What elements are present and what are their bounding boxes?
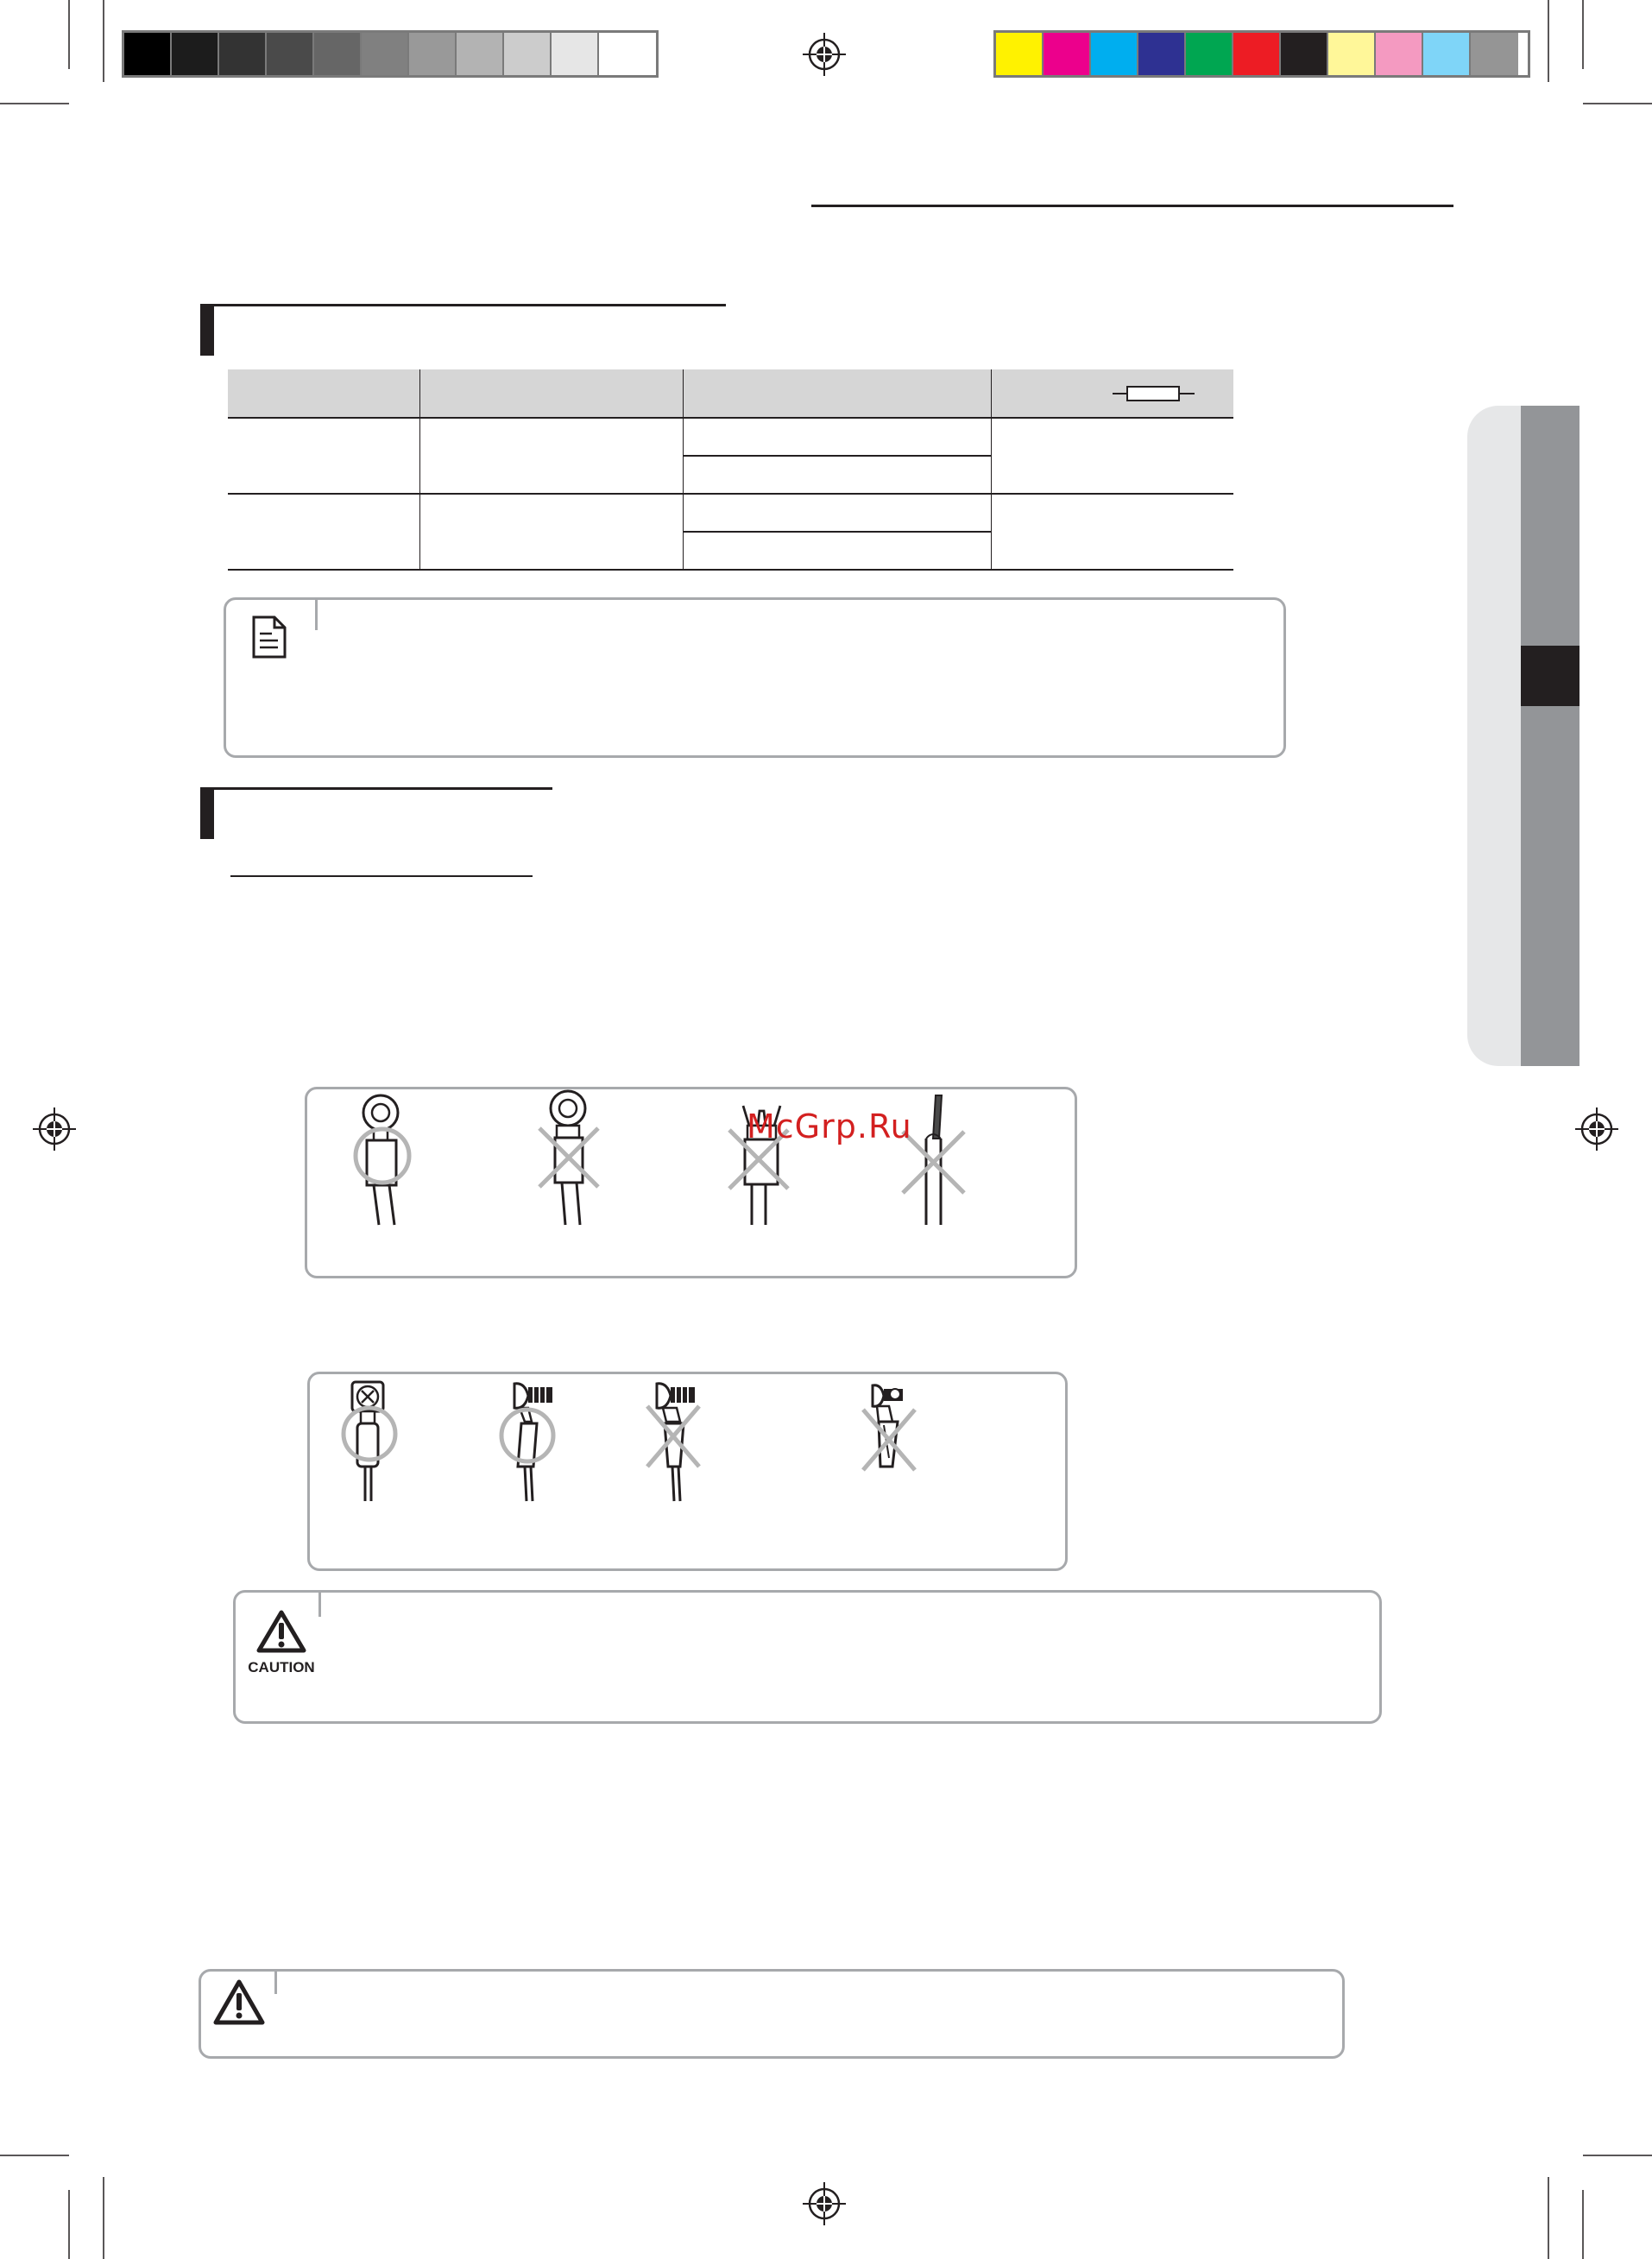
warning-triangle-icon	[212, 1978, 266, 2027]
table-cell	[228, 494, 419, 570]
table-cell	[419, 418, 683, 494]
warning-box	[199, 1969, 1345, 2059]
registration-mark-icon	[33, 1107, 76, 1151]
section-1-heading-rule	[200, 304, 726, 306]
screw-terminal-correct-side	[501, 1384, 553, 1501]
terminal-figures-row-1	[305, 1087, 1077, 1278]
caution-box	[233, 1590, 1382, 1724]
table-cell	[991, 418, 1233, 494]
section-1-heading-marker	[200, 304, 214, 356]
table-cell	[228, 418, 419, 494]
table-cell	[683, 532, 991, 570]
breaker-table	[228, 369, 1233, 571]
table-cell	[683, 494, 991, 532]
table-header-cell	[991, 369, 1233, 418]
table-header-cell	[228, 369, 419, 418]
caution-label: CAUTION	[248, 1659, 315, 1675]
ring-terminal-wrong	[539, 1091, 598, 1225]
screw-terminal-wrong-double	[863, 1385, 915, 1470]
caution-triangle-icon	[247, 1607, 316, 1676]
registration-mark-icon	[803, 2182, 846, 2225]
fuse-icon	[1113, 384, 1195, 403]
subheading-underline	[230, 875, 533, 877]
table-row	[228, 494, 1233, 532]
table-cell	[419, 494, 683, 570]
warning-box-tick	[274, 1972, 277, 1994]
table-row	[228, 418, 1233, 456]
section-2-heading-marker	[200, 787, 214, 839]
note-box-tick	[315, 600, 318, 630]
note-document-icon	[250, 615, 288, 659]
watermark: McGrp.Ru	[747, 1107, 912, 1145]
table-header-cell	[419, 369, 683, 418]
side-tab-dark	[1521, 406, 1579, 1066]
registration-mark-icon	[803, 33, 846, 76]
table-cell	[683, 418, 991, 456]
ring-terminal-correct	[356, 1095, 409, 1225]
header-rule	[811, 205, 1453, 207]
registration-mark-icon	[1575, 1107, 1618, 1151]
side-tab-marker	[1521, 646, 1579, 706]
table-header-row	[228, 369, 1233, 418]
section-2-heading-rule	[200, 787, 552, 790]
table-header-cell	[683, 369, 991, 418]
screw-terminal-correct-front	[344, 1382, 395, 1501]
screw-terminal-wrong-side	[647, 1384, 699, 1501]
side-tab-light	[1467, 406, 1521, 1066]
terminal-figures-row-2	[307, 1372, 1068, 1571]
table-cell	[683, 456, 991, 494]
caution-box-tick	[318, 1593, 321, 1617]
note-box	[224, 597, 1286, 758]
table-cell	[991, 494, 1233, 570]
